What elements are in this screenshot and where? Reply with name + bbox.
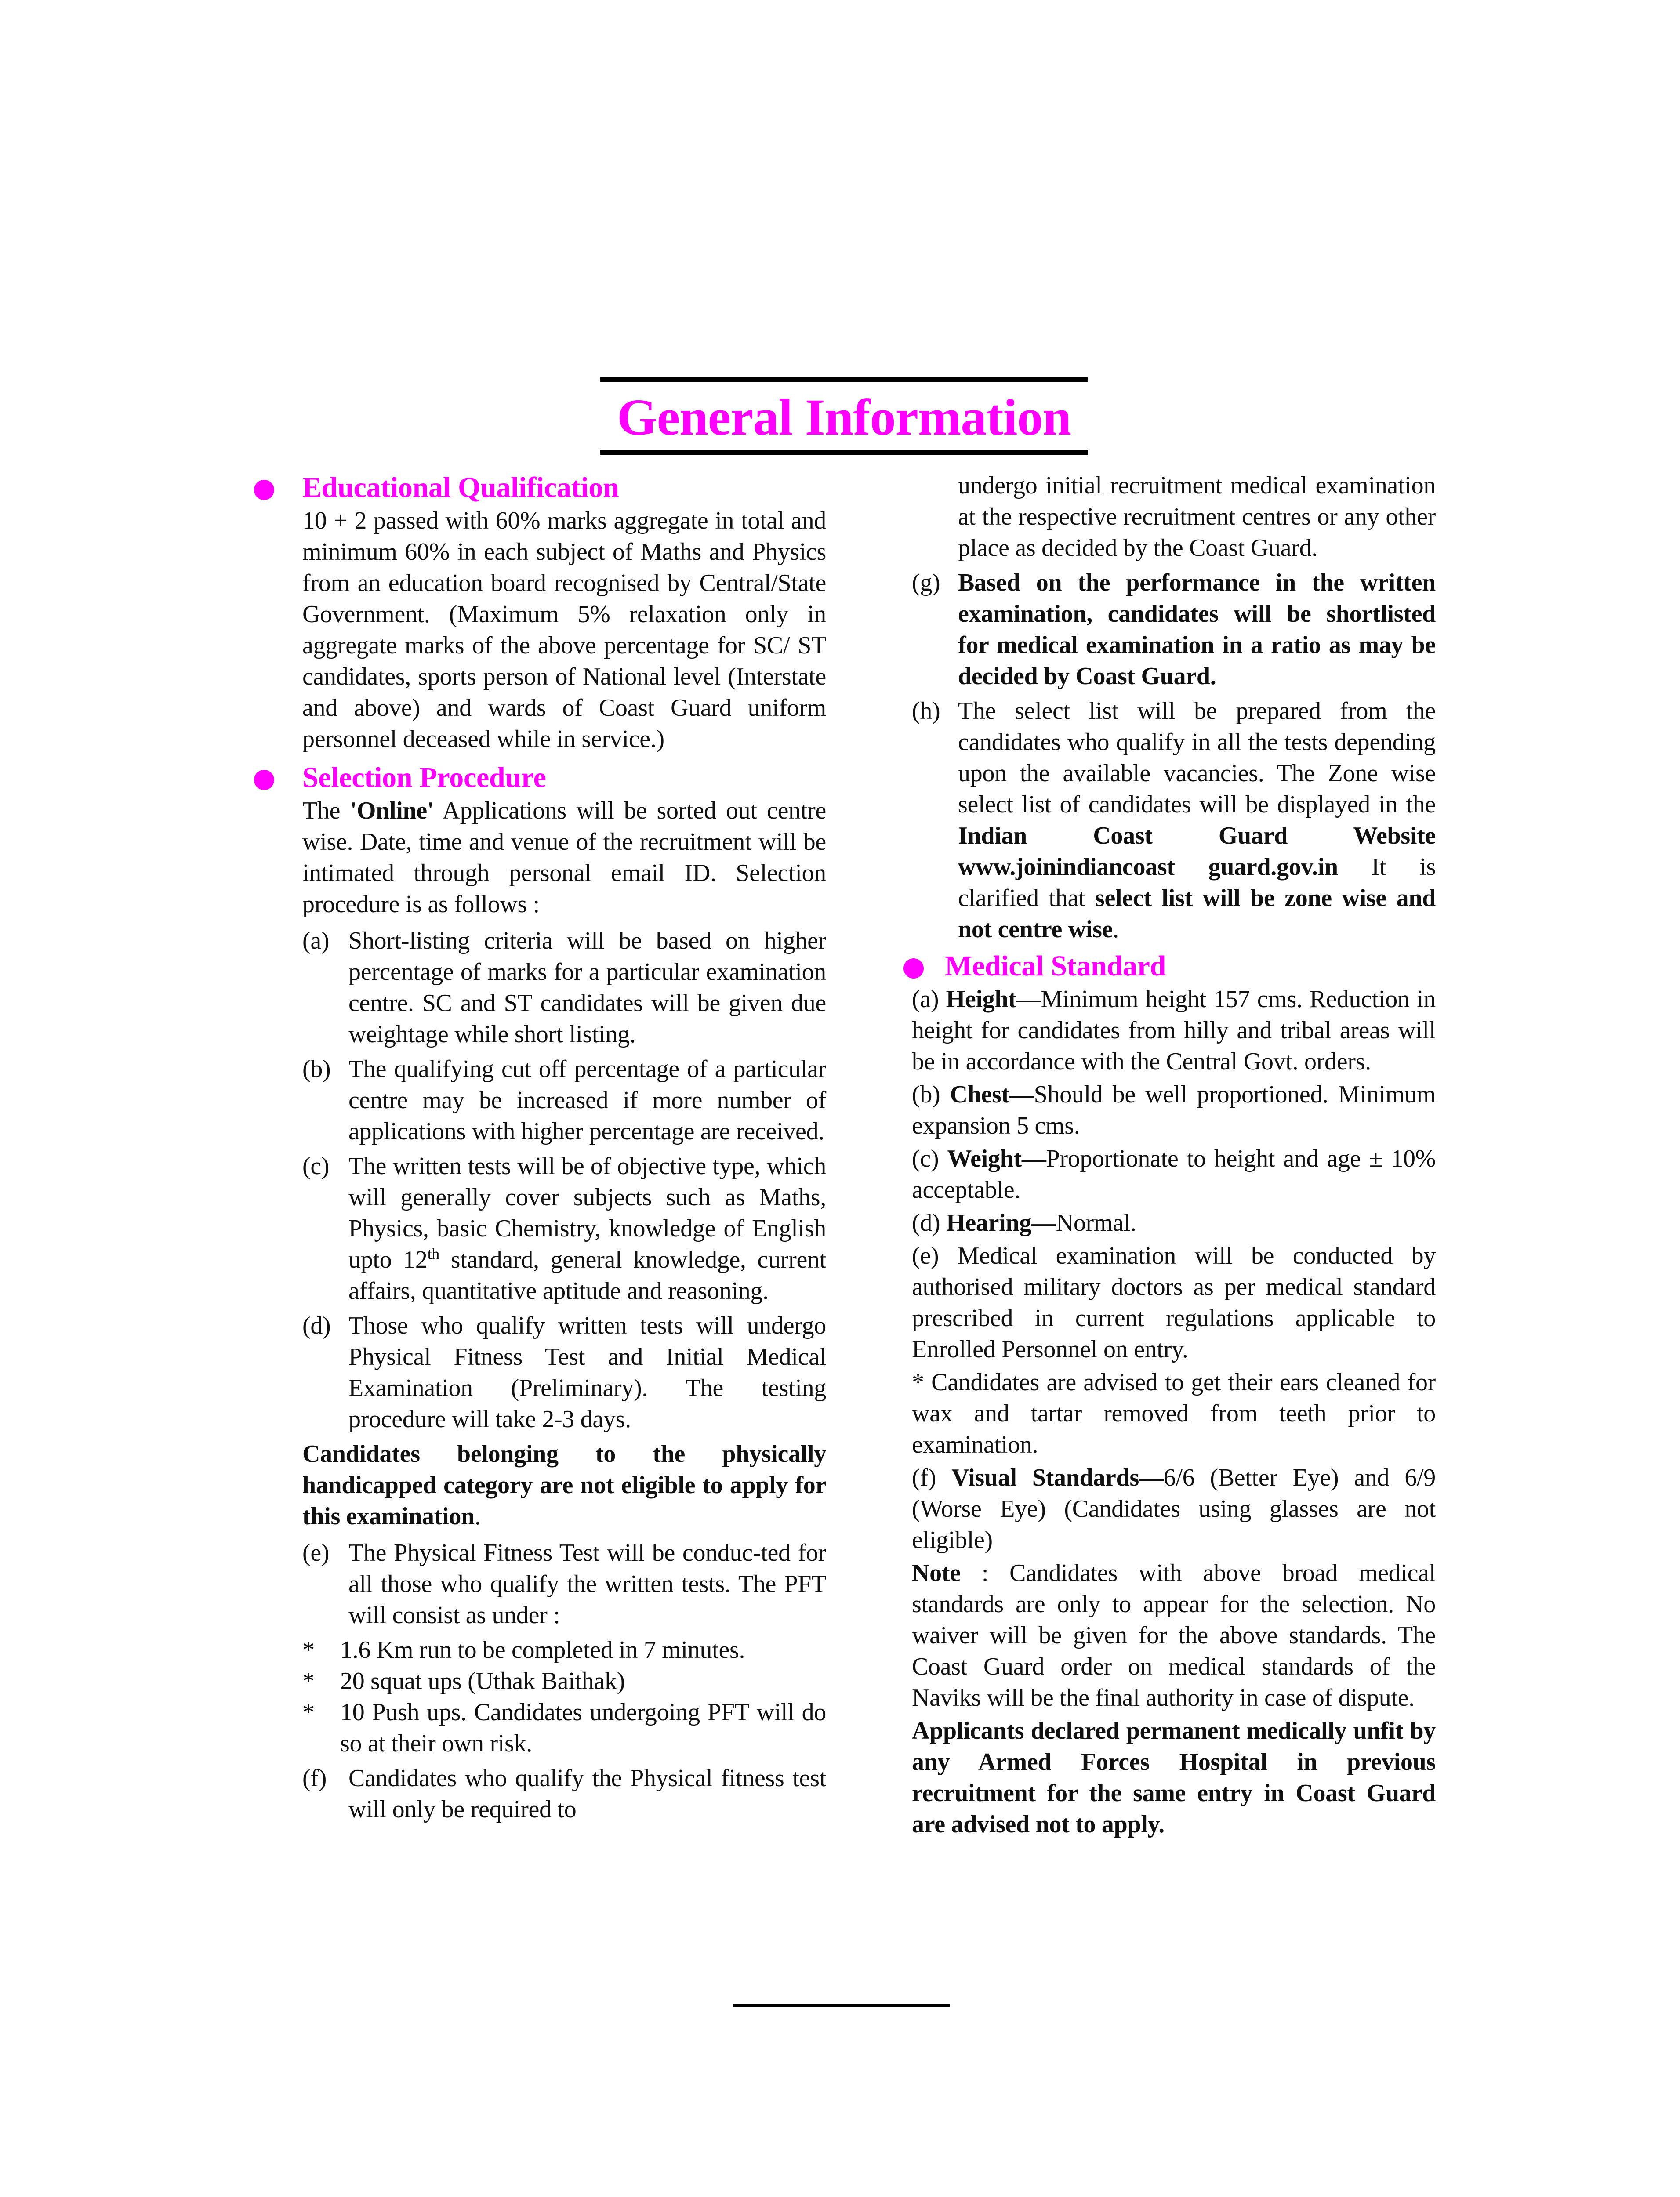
superscript: th bbox=[427, 1245, 439, 1263]
section-heading-educational bbox=[302, 470, 826, 505]
section-heading-medical bbox=[945, 949, 1436, 984]
medical-examination bbox=[912, 1240, 1436, 1365]
label: (a) bbox=[912, 986, 946, 1013]
selection-item-g bbox=[912, 567, 1436, 692]
selection-intro bbox=[302, 795, 826, 920]
text: Normal. bbox=[1056, 1209, 1136, 1236]
item-text: The qualifying cut off percentage of a particular centre may be increased if more number of applications with higher percentage are received. bbox=[348, 1055, 826, 1145]
bold-text: Height bbox=[946, 986, 1016, 1013]
bold-text: select list will be zone wise and not centre wise bbox=[958, 885, 1436, 943]
selection-item-f bbox=[302, 1763, 826, 1825]
asterisk: * bbox=[302, 1668, 315, 1695]
item-label: (g) bbox=[912, 569, 940, 596]
text: 6/6 (Better Eye) and 6/9 (Worse Eye) (Candidates using glasses are not eligible) bbox=[912, 1464, 1436, 1554]
heading-text: Selection Procedure bbox=[302, 761, 546, 794]
title-top-rule bbox=[600, 377, 1088, 382]
medical-visual bbox=[912, 1462, 1436, 1556]
label: (e) bbox=[912, 1242, 958, 1269]
selection-item-f-continued bbox=[912, 470, 1436, 564]
selection-item-c bbox=[302, 1151, 826, 1307]
text: . bbox=[1113, 916, 1119, 943]
label: (b) bbox=[912, 1081, 950, 1108]
text: Proportionate to height and age ± 10% acceptable. bbox=[912, 1145, 1436, 1204]
educational-text: 10 + 2 passed with 60% marks aggregate in total and minimum 60% in each subject of Maths and Physics from an education board recognised by Central/State Government. (Maximum 5% relaxation only in aggregate marks of the above percentage for SC/ ST candidates, sports person of National level (Interstate and above) and wards of Coast Guard uniform personnel deceased while in service.) bbox=[302, 507, 826, 753]
medical-weight bbox=[912, 1143, 1436, 1206]
item-text: Short-listing criteria will be based on higher percentage of marks for a particular examination centre. SC and ST candidates will be given due weightage while short listing. bbox=[348, 927, 826, 1048]
text: . bbox=[474, 1503, 481, 1530]
item-text: The written tests will be of objective type, which will generally cover subjects such as Maths, Physics, basic Chemistry, knowledge of English upto 12 bbox=[348, 1153, 826, 1273]
note-label: Note bbox=[912, 1559, 961, 1587]
text: Should be well proportioned. Minimum expansion 5 cms. bbox=[912, 1081, 1436, 1139]
text: Applications will be sorted out centre wise. Date, time and venue of the recruitment will be intimated through personal email ID. Selection procedure is as follows : bbox=[302, 797, 826, 918]
item-text: Based on the performance in the written examination, candidates will be shortlisted for medical examination in a ratio as may be decided by Coast Guard. bbox=[958, 569, 1436, 690]
text: The bbox=[302, 797, 350, 824]
heading-text: Medical Standard bbox=[945, 950, 1166, 982]
medical-hearing bbox=[912, 1207, 1436, 1239]
page-title: General Information bbox=[617, 388, 1071, 446]
bold-text: Chest— bbox=[950, 1081, 1034, 1108]
text: : Candidates with above broad medical standards are only to appear for the selection. No waiver will be given for the above standards. The Coast Guard order on medical standards of the Naviks will be the final authority in case of dispute. bbox=[912, 1559, 1436, 1711]
item-text: standard, general knowledge, current affairs, quantitative aptitude and reasoning. bbox=[348, 1246, 826, 1305]
label: (c) bbox=[912, 1145, 947, 1172]
item-text: undergo initial recruitment medical examination at the respective recruitment centres or any other place as decided by the Coast Guard. bbox=[958, 472, 1436, 562]
text: The select list will be prepared from the candidates who qualify in all the tests depending upon the available vacancies. The Zone wise select list of candidates will be displayed in the bbox=[958, 697, 1436, 818]
item-text: Candidates who qualify the Physical fitness test will only be required to bbox=[348, 1765, 826, 1823]
item-text: The Physical Fitness Test will be conduc-ted for all those who qualify the written tests. The PFT will consist as under : bbox=[348, 1539, 826, 1629]
left-column bbox=[302, 470, 826, 1829]
selection-item-d bbox=[302, 1310, 826, 1435]
bold-text: Candidates belonging to the physically handicapped category are not eligible to apply for this examination bbox=[302, 1440, 826, 1530]
pft-item bbox=[302, 1697, 826, 1759]
bold-text: Weight— bbox=[947, 1145, 1046, 1172]
text: Medical examination will be conducted by authorised military doctors as per medical standard prescribed in current regulations applicable to Enrolled Personnel on entry. bbox=[912, 1242, 1436, 1363]
medical-chest bbox=[912, 1079, 1436, 1142]
online-bold: 'Online' bbox=[350, 797, 434, 824]
selection-item-e bbox=[302, 1537, 826, 1631]
bullet-icon bbox=[903, 958, 924, 979]
title-bottom-rule bbox=[600, 450, 1088, 455]
heading-text: Educational Qualification bbox=[302, 471, 619, 504]
item-label: (a) bbox=[302, 927, 330, 954]
item-label: (d) bbox=[302, 1312, 331, 1339]
bold-text: Applicants declared permanent medically unfit by any Armed Forces Hospital in previous recruitment for the same entry in Coast Guard are advised not to apply. bbox=[912, 1717, 1436, 1838]
selection-item-b bbox=[302, 1054, 826, 1147]
label: (d) bbox=[912, 1209, 947, 1236]
selection-item-h bbox=[912, 696, 1436, 945]
selection-item-a bbox=[302, 925, 826, 1050]
item-label: (e) bbox=[302, 1539, 330, 1566]
item-text: Those who qualify written tests will undergo Physical Fitness Test and Initial Medical Examination (Preliminary). The testing procedure will take 2-3 days. bbox=[348, 1312, 826, 1433]
medical-note bbox=[912, 1558, 1436, 1714]
asterisk: * bbox=[302, 1636, 315, 1664]
pft-item bbox=[302, 1635, 826, 1666]
item-text: 1.6 Km run to be completed in 7 minutes. bbox=[340, 1636, 745, 1664]
section-heading-selection bbox=[302, 760, 826, 795]
item-label: (c) bbox=[302, 1153, 330, 1180]
right-column bbox=[912, 470, 1436, 1842]
text: —Minimum height 157 cms. Reduction in height for candidates from hilly and tribal areas will be in accordance with the Central Govt. orders. bbox=[912, 986, 1436, 1075]
footer-rule bbox=[733, 2004, 950, 2007]
medical-unfit-notice bbox=[912, 1715, 1436, 1840]
asterisk: * bbox=[302, 1699, 315, 1726]
item-label: (h) bbox=[912, 697, 940, 725]
item-text: 10 Push ups. Candidates undergoing PFT will do so at their own risk. bbox=[340, 1699, 826, 1757]
handicapped-notice bbox=[302, 1439, 826, 1532]
bold-text: Visual Standards— bbox=[951, 1464, 1164, 1491]
bullet-icon bbox=[254, 480, 274, 500]
medical-height bbox=[912, 984, 1436, 1077]
label: (f) bbox=[912, 1464, 952, 1491]
bullet-icon bbox=[254, 770, 274, 790]
text: It is clarified that bbox=[958, 853, 1436, 912]
item-label: (b) bbox=[302, 1055, 331, 1083]
bold-text: Hearing— bbox=[946, 1209, 1056, 1236]
website-bold: Indian Coast Guard Website www.joinindiancoast guard.gov.in bbox=[958, 822, 1436, 881]
medical-ears-note: * Candidates are advised to get their ears cleaned for wax and tartar removed from teeth prior to examination. bbox=[912, 1369, 1436, 1458]
pft-item bbox=[302, 1666, 826, 1697]
item-label: (f) bbox=[302, 1765, 327, 1792]
item-text: 20 squat ups (Uthak Baithak) bbox=[340, 1668, 625, 1695]
